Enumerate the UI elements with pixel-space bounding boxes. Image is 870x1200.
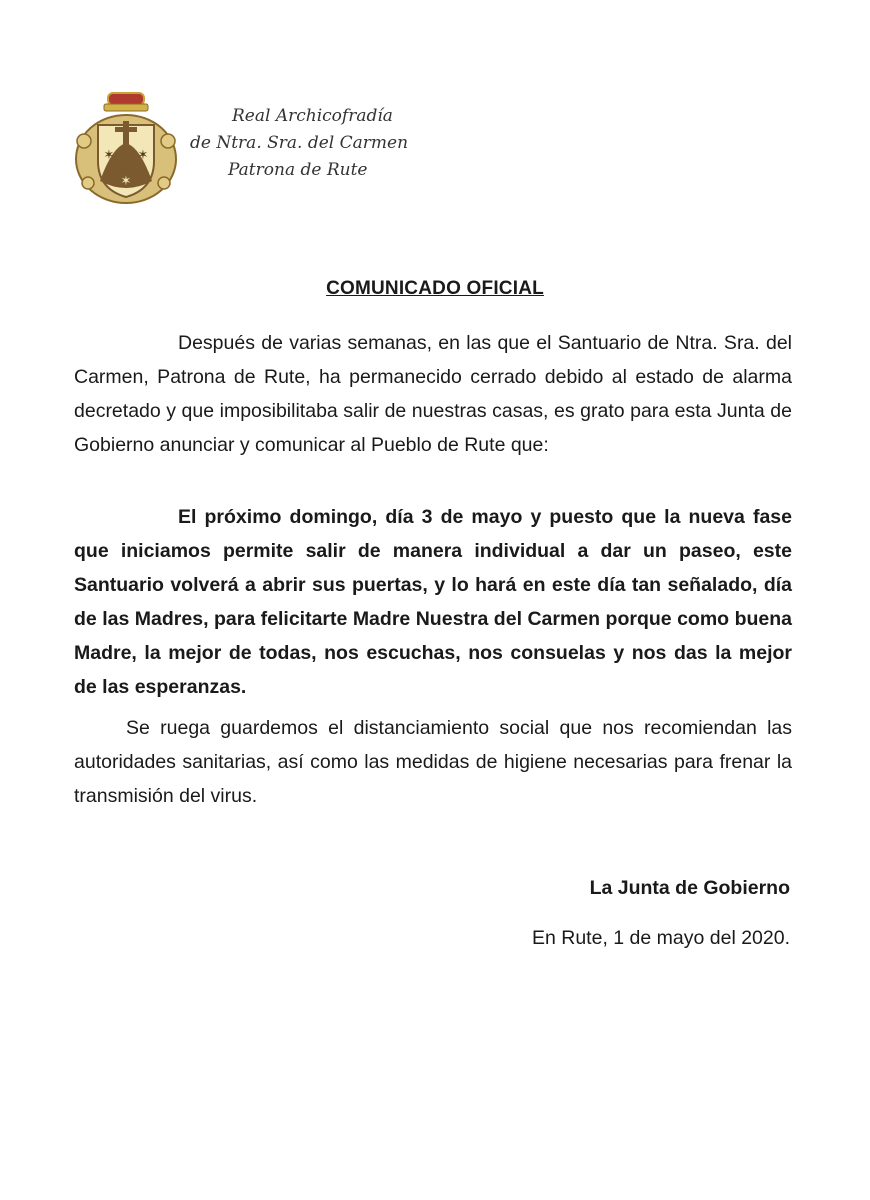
date-line: En Rute, 1 de mayo del 2020. xyxy=(531,927,790,949)
organization-name xyxy=(186,103,426,184)
star-icon: ✶ xyxy=(103,147,115,162)
recommendation-paragraph: Se ruega guardemos el distanciamiento social que nos recomiendan las autoridades sanitarias, así como las medidas de higiene necesarias para frenar la transmisión del virus. xyxy=(74,717,792,807)
brotherhood-emblem-logo xyxy=(70,85,182,205)
crown-icon xyxy=(104,93,148,111)
intro-paragraph: Después de varias semanas, en las que el Santuario de Ntra. Sra. del Carmen, Patrona de Rute, ha permanecido cerrado debido al estado de alarma decretado y que imposibilitaba salir de nuestras casas, es grato para esta Junta de Gobierno anunciar y comunicar al Pueblo de Rute que: xyxy=(74,332,792,456)
document-title: COMUNICADO OFICIAL xyxy=(326,278,544,299)
star-icon: ✶ xyxy=(120,173,132,188)
org-name-line-1: Real Archicofradía xyxy=(232,106,393,126)
org-name-line-2: de Ntra. Sra. del Carmen xyxy=(190,133,409,153)
star-icon: ✶ xyxy=(137,147,149,162)
signature: La Junta de Gobierno xyxy=(589,877,790,899)
org-name-line-3: Patrona de Rute xyxy=(228,160,368,180)
announcement-paragraph: El próximo domingo, día 3 de mayo y puesto que la nueva fase que iniciamos permite salir de manera individual a dar un paseo, este Santuario volverá a abrir sus puertas, y lo hará en este día tan señalado, día de las Madres, para felicitarte Madre Nuestra del Carmen porque como buena Madre, la mejor de todas, nos escuchas, nos consuelas y nos das la mejor de las esperanzas. xyxy=(74,506,792,698)
